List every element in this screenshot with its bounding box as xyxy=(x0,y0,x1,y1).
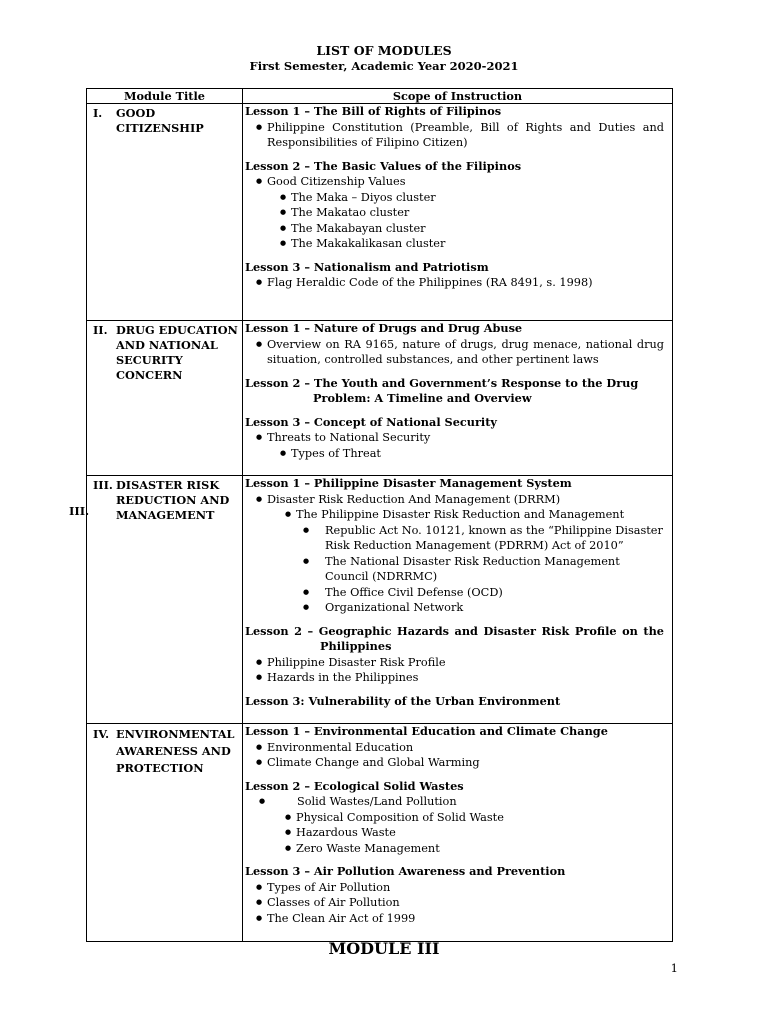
scope-cell xyxy=(243,724,673,942)
module-name: DISASTER RISK REDUCTION AND MANAGEMENT xyxy=(116,478,230,522)
lesson-title: Lesson 3 – Nationalism and Patriotism xyxy=(245,259,489,274)
lesson-title: Lesson 1 – Nature of Drugs and Drug Abuse xyxy=(245,321,523,335)
module-name: GOOD CITIZENSHIP xyxy=(116,106,204,135)
list-item: ● Physical Composition of Solid Waste xyxy=(245,810,664,826)
lesson-title-continued: Philippines xyxy=(320,639,392,653)
list-item: ● The Makatao cluster xyxy=(245,205,664,221)
scope-cell xyxy=(243,321,673,476)
module-number: I. xyxy=(93,106,103,120)
list-item: ● The Maka – Diyos cluster xyxy=(245,190,664,206)
list-item: ● Types of Threat xyxy=(245,446,664,462)
list-item: ● Philippine Disaster Risk Profile xyxy=(245,655,664,671)
lesson-title: Lesson 1 – Environmental Education and Climate Change xyxy=(245,724,608,738)
scope-cell xyxy=(243,476,673,724)
table-header-row xyxy=(87,89,673,104)
header-module-title: Module Title xyxy=(87,89,243,104)
module-number: IV. xyxy=(93,727,110,741)
list-item: ● The Makakalikasan cluster xyxy=(245,236,664,252)
stray-numeral: III. xyxy=(69,504,90,518)
list-item: ● Good Citizenship Values xyxy=(245,174,664,190)
lesson-title: Lesson 1 – Philippine Disaster Management System xyxy=(245,476,572,490)
lesson-title: Lesson 3 – Air Pollution Awareness and Prevention xyxy=(245,864,566,878)
list-item: ● The Clean Air Act of 1999 xyxy=(245,911,664,927)
lesson-title: Lesson 2 – The Youth and Government’s Response to the Drug xyxy=(245,375,639,390)
table-row xyxy=(87,104,673,321)
document-subtitle: First Semester, Academic Year 2020-2021 xyxy=(249,59,519,73)
list-item: ● The National Disaster Risk Reduction Management Council (NDRRMC) xyxy=(245,554,664,585)
list-item: ● Overview on RA 9165, nature of drugs, drug menace, national drug situation, controlled substances, and other pertinent laws xyxy=(245,337,664,368)
list-item: ● Types of Air Pollution xyxy=(245,880,664,896)
list-item: ● Environmental Education xyxy=(245,740,664,756)
list-item: ● Zero Waste Management xyxy=(245,841,664,857)
page-number: 1 xyxy=(670,961,678,975)
module-number: II. xyxy=(93,323,108,337)
list-item: ● Solid Wastes/Land Pollution xyxy=(245,794,664,810)
scope-cell xyxy=(243,104,673,321)
list-item: ● The Office Civil Defense (OCD) xyxy=(245,585,664,601)
lesson-title: Lesson 2 – Geographic Hazards and Disaster Risk Profile on the xyxy=(245,623,664,638)
document-title: LIST OF MODULES xyxy=(316,43,452,58)
list-item: ● Philippine Constitution (Preamble, Bill of Rights and Duties and Responsibilities of Filipino Citizen) xyxy=(245,120,664,151)
header-scope: Scope of Instruction xyxy=(243,89,673,104)
module-number: III. xyxy=(93,478,113,492)
module-heading: MODULE III xyxy=(328,939,440,958)
lesson-title: Lesson 3: Vulnerability of the Urban Environment xyxy=(245,693,561,708)
modules-table xyxy=(86,88,673,942)
lesson-title: Lesson 1 – The Bill of Rights of Filipinos xyxy=(245,104,502,118)
module-name: ENVIRONMENTAL AWARENESS AND PROTECTION xyxy=(116,727,235,775)
module-name: DRUG EDUCATION AND NATIONAL SECURITY CONCERN xyxy=(116,323,238,382)
list-item: ● The Philippine Disaster Risk Reduction and Management xyxy=(245,507,664,523)
list-item: ● Hazards in the Philippines xyxy=(245,670,664,686)
table-row xyxy=(87,321,673,476)
lesson-title-continued: Problem: A Timeline and Overview xyxy=(313,391,532,405)
table-row xyxy=(87,724,673,942)
list-item: ● Classes of Air Pollution xyxy=(245,895,664,911)
list-item: ● Flag Heraldic Code of the Philippines (RA 8491, s. 1998) xyxy=(245,275,664,291)
lesson-title: Lesson 2 – The Basic Values of the Filipinos xyxy=(245,158,522,173)
list-item: ● Threats to National Security xyxy=(245,430,664,446)
list-item: ● Disaster Risk Reduction And Management (DRRM) xyxy=(245,492,664,508)
table-row xyxy=(87,476,673,724)
lesson-title: Lesson 2 – Ecological Solid Wastes xyxy=(245,778,464,793)
list-item: ● Hazardous Waste xyxy=(245,825,664,841)
lesson-title: Lesson 3 – Concept of National Security xyxy=(245,414,498,429)
list-item: ● Organizational Network xyxy=(245,600,664,616)
module-cell xyxy=(87,476,243,724)
module-cell xyxy=(87,104,243,321)
list-item: ● Republic Act No. 10121, known as the “Philippine Disaster Risk Reduction Management (PDRRM) Act of 2010” xyxy=(245,523,664,554)
module-cell xyxy=(87,724,243,942)
list-item: ● Climate Change and Global Warming xyxy=(245,755,664,771)
list-item: ● The Makabayan cluster xyxy=(245,221,664,237)
module-cell xyxy=(87,321,243,476)
